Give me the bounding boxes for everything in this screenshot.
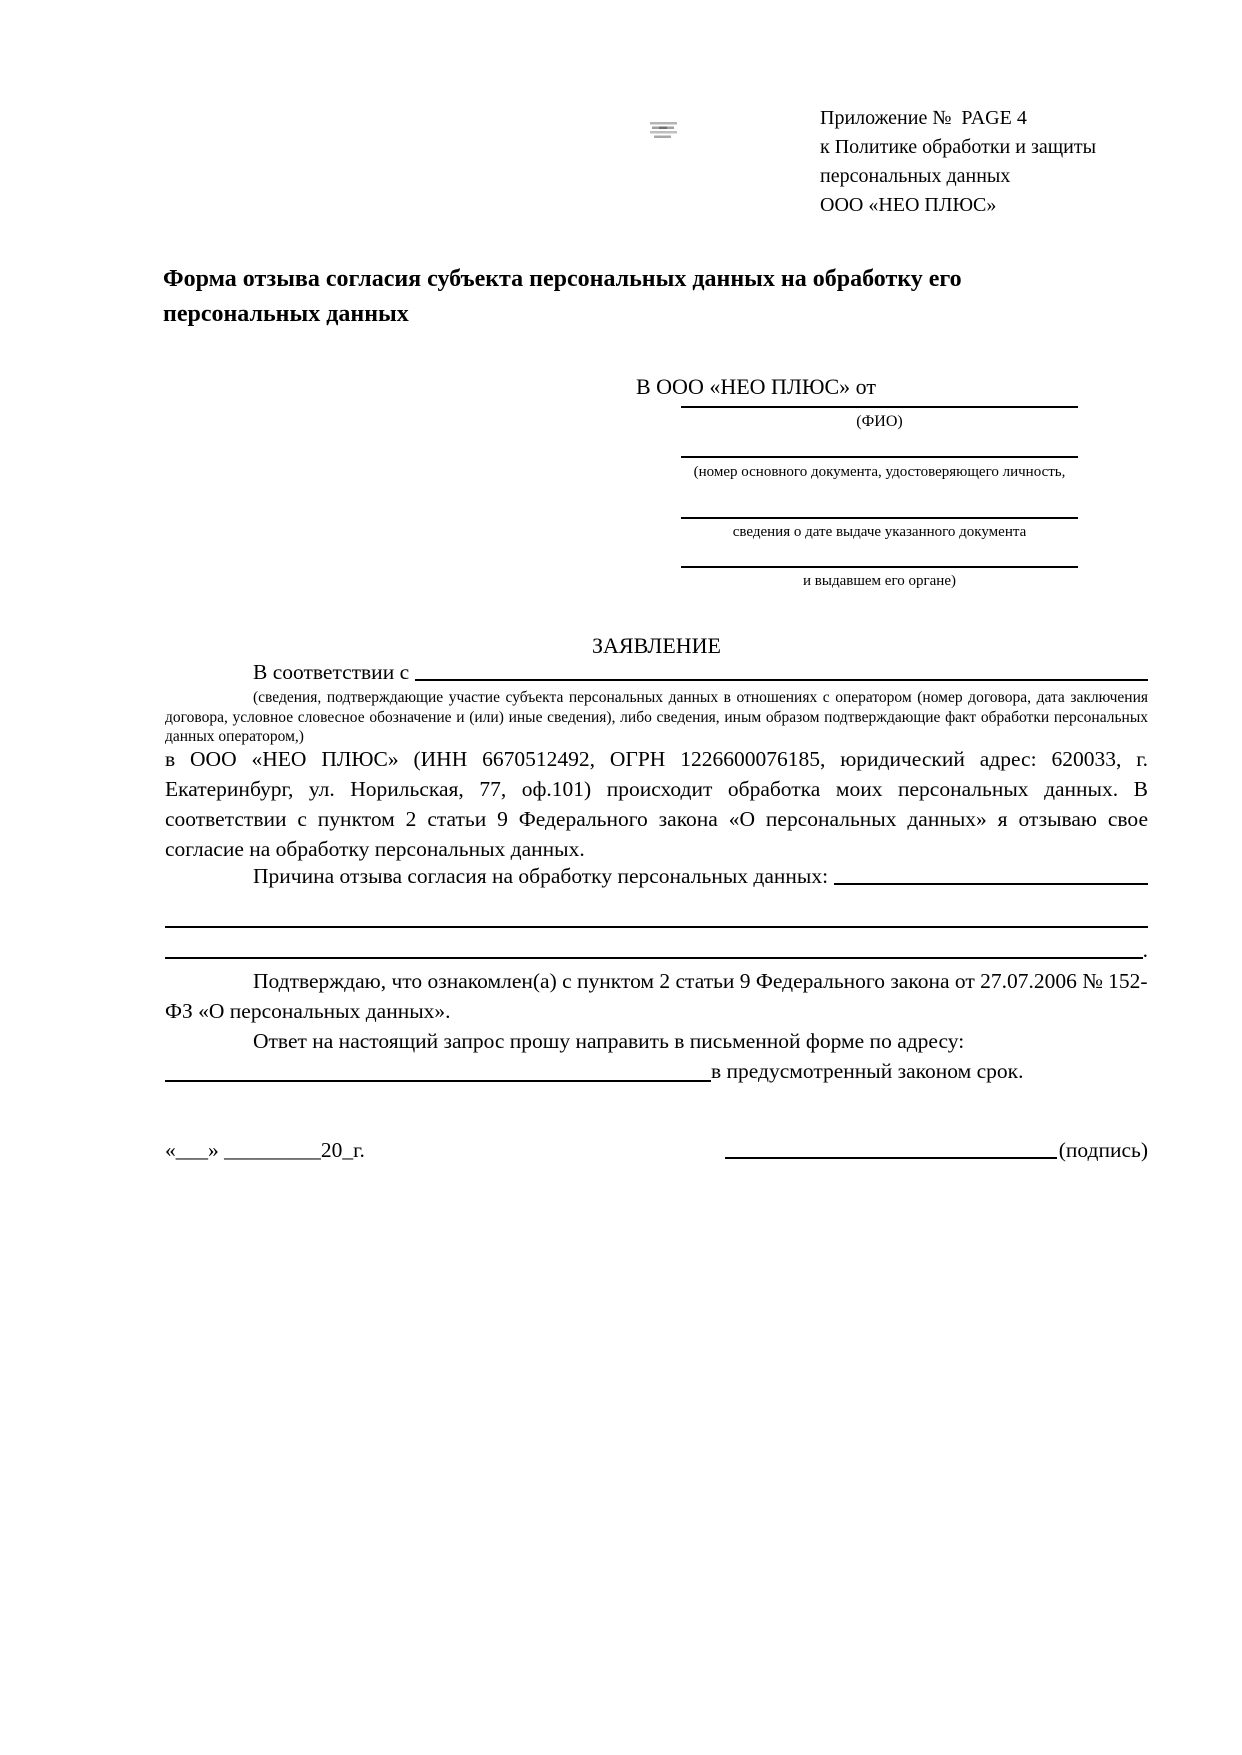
reason-field-line-2[interactable]: [165, 926, 1148, 928]
date-signature-row: [165, 1138, 1148, 1163]
intro-row: [165, 660, 1148, 685]
reply-paragraph: [165, 1026, 1148, 1086]
signature-caption: (подпись): [1058, 1138, 1148, 1162]
statement-body: в ООО «НЕО ПЛЮС» (ИНН 6670512492, ОГРН 1226600076185, юридический адрес: 620033, г. Екатеринбург, ул. Норильская, 77, оф.101) происходит обработка моих персональных данных. В соответствии с пунктом 2 статьи 9 Федерального закона «О персональных данных» я отзываю свое согласие на обработку персональных данных.: [165, 747, 1148, 861]
doc-number-caption: (номер основного документа, удостоверяющего личность,: [693, 464, 1066, 480]
reason-label: Причина отзыва согласия на обработку персональных данных:: [253, 864, 829, 888]
reply-tail-text: в предусмотренный законом срок.: [711, 1059, 1024, 1083]
appendix-header-line: ООО «НЕО ПЛЮС»: [820, 194, 997, 216]
doc-date-caption: сведения о дате выдаче указанного документа: [732, 524, 1027, 540]
intro-label: В соответствии с: [253, 660, 410, 684]
statement-heading: ЗАЯВЛЕНИЕ: [592, 633, 721, 658]
reason-field-line-3[interactable]: [165, 957, 1143, 959]
date-field[interactable]: «___» _________20_г.: [165, 1138, 365, 1162]
signature-group: [725, 1138, 1148, 1163]
signature-field-line[interactable]: [725, 1157, 1057, 1159]
field-code-mark-icon: [650, 119, 677, 141]
basis-field-line[interactable]: [415, 679, 1148, 681]
confirmation-paragraph: Подтверждаю, что ознакомлен(а) с пунктом 2 статьи 9 Федерального закона от 27.07.2006 № 152-ФЗ «О персональных данных».: [165, 969, 1148, 1023]
reply-request-text: Ответ на настоящий запрос прошу направить в письменной форме по адресу:: [253, 1029, 965, 1053]
reply-address-row: [165, 1056, 1148, 1086]
reason-row: [165, 864, 1148, 889]
appendix-header: [820, 104, 1096, 220]
address-field-line[interactable]: [165, 1080, 711, 1082]
addressee-to-label: В ООО «НЕО ПЛЮС» от: [636, 374, 876, 399]
doc-number-field-line[interactable]: [681, 456, 1078, 458]
fio-caption: (ФИО): [856, 413, 903, 430]
appendix-header-line: Приложение № PAGE 4: [820, 107, 1027, 129]
doc-issuer-field-line[interactable]: [681, 566, 1078, 568]
doc-issuer-caption: и выдавшем его органе): [803, 573, 956, 589]
appendix-header-line: к Политике обработки и защиты: [820, 136, 1097, 158]
fine-print-note: (сведения, подтверждающие участие субъекта персональных данных в отношениях с оператором (номер договора, дата заключения договора, условное словесное обозначение и (или) иные сведения), либо сведения, иным образом подтверждающие факт обработки персональных данных оператором,): [165, 689, 1148, 745]
reason-field-line[interactable]: [834, 883, 1148, 885]
page-title: Форма отзыва согласия субъекта персональных данных на обработку его персональных данных: [163, 266, 962, 327]
doc-date-field-line[interactable]: [681, 517, 1078, 519]
reason-row-3: [165, 938, 1148, 963]
fio-field-line[interactable]: [681, 406, 1078, 408]
line-end-period: .: [1142, 938, 1148, 962]
appendix-header-line: персональных данных: [820, 165, 1011, 187]
